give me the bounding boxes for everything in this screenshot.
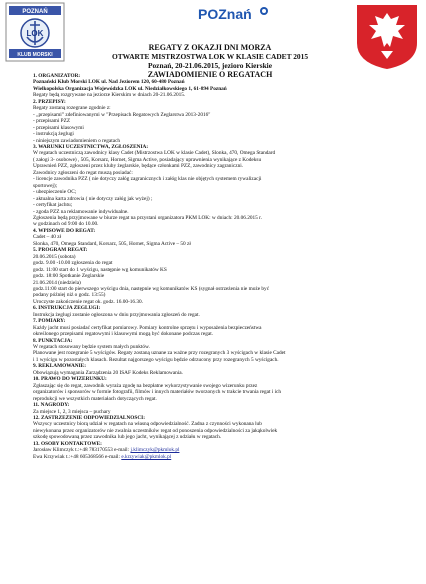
eagle-emblem-icon: [355, 3, 419, 70]
section-heading: 5. PROGRAM REGAT:: [33, 247, 88, 254]
poznan-city-logo: [196, 4, 272, 26]
text-line: i 1 wyścigu w pozostałych klasach. Rezultat najgorszego wyścigu będzie odrzucony przy rozegranych 5 wyścigach.: [33, 356, 279, 363]
section-heading: 4. WPISOWE DO REGAT:: [33, 227, 96, 234]
text-line: godz.11:00 start do pierwszego wyścigu dnia, następnie wg komunikatów KS (sygnał ostrzeżenia nie może być: [33, 285, 270, 292]
text-line: - przepisami klasowymi: [33, 124, 84, 131]
text-line: reprodukcji we wszystkich materiałach dotyczących regat.: [33, 395, 157, 402]
text-line: - niniejszym zawiadomieniem o regatach: [33, 137, 121, 144]
section-heading: 7. POMIARY:: [33, 318, 66, 325]
contact-name-phone: Ewa Krzywiak t.:+48 605368566 e-mail:: [33, 453, 122, 460]
text-line: Regaty będą rozgrywane na jeziorze Kierskim w dniach 20-21.06.2015.: [33, 92, 186, 99]
title-line-2: OTWARTE MISTRZOSTWA LOK W KLASIE CADET 2015: [111, 52, 309, 61]
text-line: Planowane jest rozegranie 5 wyścigów. Regaty zostaną uznane za ważne przy rozegranych 3 wyścigach w klasie Cadet: [33, 350, 286, 357]
text-line: - przepisami PZŻ: [33, 118, 71, 125]
text-line: W regatach uczestniczą zawodnicy klasy Cadet (Mistrzostwa LOK w klasie Cadet), Slonka, 470, Omega Standard: [33, 150, 276, 157]
section-heading: 10. PRAWO DO WIZERUNKU:: [33, 376, 107, 383]
text-line: określonego przepisami regatowymi i klasowymi mogą być dokonane podczas regat.: [33, 331, 214, 338]
text-line: godz. 11:00 start do 1 wyścigu, następnie wg komunikatów KS: [33, 266, 167, 273]
section-heading: 8. PUNKTACJA:: [33, 337, 73, 344]
text-line: Za miejsce 1, 2, 3 miejsca – puchary: [33, 408, 111, 415]
text-line: - licencje zawodnika PZŻ ( nie dotyczy załóg zagranicznych i załóg klas nie objętych systemem rywalizacji: [33, 176, 262, 183]
section-heading: 2. PRZEPISY:: [33, 98, 66, 105]
text-line: - ubezpieczenie OC;: [33, 189, 77, 196]
text-line: Każdy jacht musi posiadać certyfikat pomiarowy. Pomiary kontrolne sprzętu i wyposażenia bezpieczeństwa: [33, 324, 262, 331]
section-heading: 13. OSOBY KONTAKTOWE:: [33, 440, 102, 447]
text-line: Obowiązują wymagania Zarządzenia 20 ISAF Kodeks Reklamowania.: [33, 369, 183, 376]
lok-logo-top-text: POZNAŃ: [22, 9, 48, 15]
text-line: Regaty zostaną rozegrane zgodnie z:: [33, 105, 111, 112]
text-line: godz. 9.00 -10.00 zgłoszenia do regat: [33, 260, 113, 267]
text-line: szkodę spowodowaną przez zawodnika lub jego jacht, wynikającej z udziału w regatach.: [33, 434, 222, 441]
section-heading: 3. WARUNKI UCZESTNICTWA, ZGŁOSZENIA:: [33, 143, 149, 150]
text-line: Slonka, 470, Omega Standard, Korsarz, 505, Hornet, Sigma Active – 50 zł: [33, 240, 191, 247]
lok-logo-bottom-text: KLUB MORSKI: [17, 52, 53, 58]
text-line: W regatach stosowany będzie system małych punktów.: [33, 344, 150, 351]
poznan-logo-text: POZnań: [198, 6, 252, 22]
text-line: ( załogi 3- osobowe) , 505, Korsarz, Hornet, Sigma Active, posiadający uprawnienia wynikające z Kodeksu: [33, 156, 262, 163]
text-line: Uroczyste zakończenie regat ok. godz. 16.00-16.30.: [33, 298, 144, 305]
text-line: Uprawnień PZŻ, zgłoszeni przez kluby żeglarskie, będące członkami PZŻ, zawodnicy zagraniczni.: [33, 163, 244, 170]
text-line: niewykonana przez organizatorów nie zwalnia uczestników regat od ponoszenia odpowiedzialności za jakąkolwiek: [33, 427, 278, 434]
lok-logo-middle-text: LOK: [26, 29, 44, 38]
text-line: Cadet – 40 zł: [33, 234, 62, 241]
lok-club-logo: [5, 2, 65, 62]
section-heading: 6. INSTRUKCJA ŻEGLUGI:: [33, 305, 101, 312]
text-line: 21.06.2014 (niedziela): [33, 279, 81, 286]
section-heading: 9. REKLAMOWANIE:: [33, 363, 86, 370]
text-line: Zgłoszenia będą przyjmowane w biurze regat na przystani organizatora PKM LOK: w dniach: 20.06.2015 r.: [33, 214, 262, 221]
text-line: organizatorów i sponsorów w formie fotografii, filmów i innych materiałów tworzonych w trakcie trwania regat i ich: [33, 389, 282, 396]
text-line: Wszyscy uczestnicy biorą udział w regatach na własną odpowiedzialność. Żadna z czynności wykonana lub: [33, 421, 262, 428]
contact-name-phone: Jarosław Klimczyk t.:+48 783170553 e-mail:: [33, 447, 131, 454]
text-line: podany później niż o godz. 13:55): [33, 292, 106, 299]
section-heading: 11. NAGRODY:: [33, 402, 70, 409]
section-heading: 12. ZASTRZEŻENIE ODPOWIEDZIALNOŚCI:: [33, 415, 145, 422]
title-line-3: Poznań, 20-21.06.2015, jezioro Kierskie: [147, 61, 273, 70]
title-line-1: REGATY Z OKAZJI DNI MORZA: [148, 43, 272, 52]
text-line: Wielkopolska Organizacja Wojewódzka LOK ul. Niedziałkowskiego 1, 61-894 Poznań: [33, 85, 227, 92]
text-line: w godzinach od 9:00 do 10.00.: [33, 221, 99, 228]
document-body: [33, 73, 398, 460]
section-heading: 1. ORGANIZATOR:: [33, 73, 81, 79]
text-line: Zawodnicy zgłoszeni do regat muszą posiadać:: [33, 169, 133, 176]
text-line: - aktualna karta zdrowia ( nie dotyczy załóg jak wyżej) ;: [33, 195, 153, 202]
title-line-4: ZAWIADOMIENIE O REGATACH: [147, 70, 273, 79]
text-line: godz. 18:00 Spotkanie Żeglarskie: [33, 273, 105, 280]
text-line: - zgoda PZŻ na reklamowanie indywidualne.: [33, 208, 129, 215]
text-line: Poznański Klub Morski LOK ul. Nad Jeziorem 120, 60-480 Poznań: [33, 79, 185, 86]
text-line: 20.06.2015 (sobota): [33, 253, 76, 260]
contact-line: [33, 454, 398, 460]
text-line: Instrukcja żeglugi zostanie ogłoszona w dniu przyjmowania zgłoszeń do regat.: [33, 311, 200, 318]
contact-email-link[interactable]: j.klimczyk@pkmlok.pl: [130, 447, 180, 454]
contact-email-link[interactable]: e.krzywiak@pkmlok.pl: [121, 453, 172, 460]
text-line: - „przepisami” zdefiniowanymi w "Przepisach Regatowych Żeglarstwa 2013-2016": [33, 111, 211, 118]
text-line: Zgłaszając się do regat, zawodnik wyraża zgodę na bezpłatne wykorzystywanie swojego wizerunku przez: [33, 382, 258, 389]
text-line: - instrukcją żeglugi: [33, 131, 74, 138]
text-line: sportowej);: [33, 182, 58, 189]
text-line: - certyfikat jachtu;: [33, 202, 73, 209]
